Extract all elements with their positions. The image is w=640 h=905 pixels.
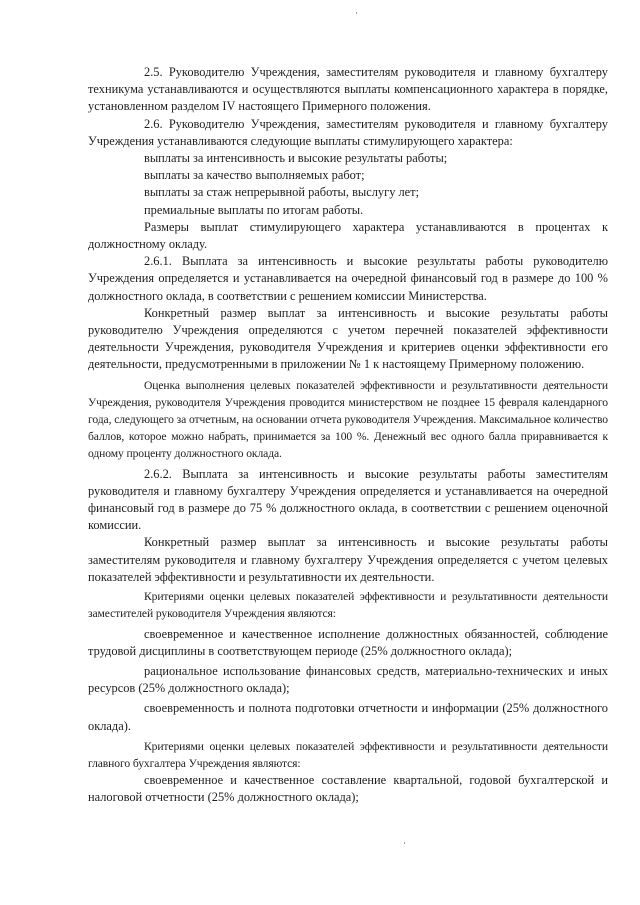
paragraph-specific-size-head: Конкретный размер выплат за интенсивность и высокие результаты работы руководителю Учреждения определяются с учетом перечней показателей эффективности деятельности Учреждения, руководителя Учреждения и критериев оценки эффективности его деятельности, предусмотренными в приложении № 1 к настоящему Примерному положению. [88, 305, 608, 372]
paragraph-2-6-1: 2.6.1. Выплата за интенсивность и высокие результаты работы руководителю Учреждения определяется и устанавливается на очередной финансовый год в размере до 100 % должностного оклада, в соответствии с решением комиссии Министерства. [88, 254, 608, 303]
paragraph-payment-sizes: Размеры выплат стимулирующего характера устанавливаются в процентах к должностному окладу. [88, 219, 608, 252]
list-item: рациональное использование финансовых средств, материально-технических и иных ресурсов (25% должностного оклада); [88, 663, 608, 696]
list-item: выплаты за интенсивность и высокие результаты работы; [144, 151, 448, 166]
scan-speck [404, 842, 405, 844]
paragraph-2-6-2: 2.6.2. Выплата за интенсивность и высокие результаты работы заместителям руководителя и главному бухгалтеру Учреждения определяется и устанавливается на очередной финансовый год в размере до 75 % должностного оклада, в соответствии с решением оценочной комиссии. [88, 466, 608, 533]
paragraph-2-5: 2.5. Руководителю Учреждения, заместителям руководителя и главному бухгалтеру техникума устанавливаются и осуществляются выплаты компенсационного характера в порядке, установленном разделом IV настоящего Примерного положения. [88, 65, 608, 114]
paragraph-evaluation: Оценка выполнения целевых показателей эффективности и результативности деятельности Учреждения, руководителя Учреждения проводится министерством не позднее 15 февраля календарного года, следующего за отчетным, на основании отчета руководителя Учреждения. Максимальное количество баллов, которое можно набрать, принимается за 100 %. Денежный вес одного балла приравнивается к одному проценту должностного оклада. [88, 378, 608, 461]
paragraph-2-6: 2.6. Руководителю Учреждения, заместителям руководителя и главному бухгалтеру Учреждения устанавливаются следующие выплаты стимулирующего характера: [88, 116, 608, 148]
list-item: премиальные выплаты по итогам работы. [144, 202, 364, 217]
list-item: своевременное и качественное исполнение должностных обязанностей, соблюдение трудовой дисциплины в соответствующем периоде (25% должностного оклада); [88, 626, 608, 658]
list-item: своевременность и полнота подготовки отчетности и информации (25% должностного оклада). [88, 701, 608, 733]
scan-speck [356, 12, 357, 14]
paragraph-criteria-accountant: Критериями оценки целевых показателей эффективности и результативности деятельности главного бухгалтера Учреждения являются: [88, 739, 608, 770]
list-item: выплаты за стаж непрерывной работы, выслугу лет; [144, 185, 420, 200]
list-item: выплаты за качество выполняемых работ; [144, 168, 365, 183]
document-body [88, 64, 608, 807]
paragraph-specific-size-deputies: Конкретный размер выплат за интенсивность и высокие результаты работы заместителям руководителя и главному бухгалтеру Учреждения определяется с учетом целевых показателей эффективности и результативности их деятельности. [88, 535, 608, 584]
paragraph-criteria-deputies: Критериями оценки целевых показателей эффективности и результативности деятельности заместителей руководителя Учреждения являются: [88, 590, 608, 621]
list-item: своевременное и качественное составление квартальной, годовой бухгалтерской и налоговой отчетности (25% должностного оклада); [88, 773, 608, 805]
